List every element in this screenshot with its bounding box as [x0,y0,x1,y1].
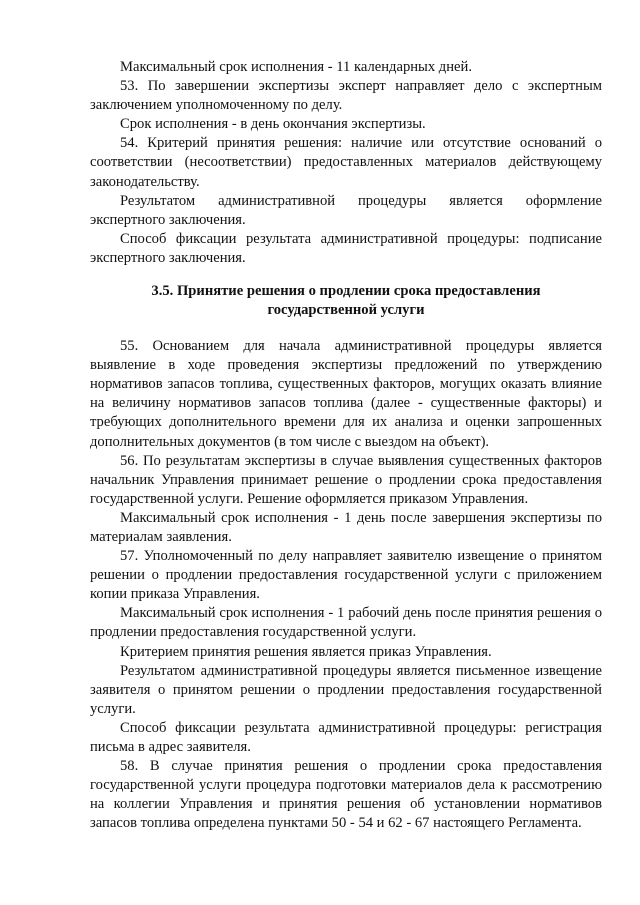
paragraph-53: 53. По завершении экспертизы эксперт направляет дело с экспертным заключением уполномоченному по делу. [90,78,602,114]
paragraph-result-written-notice: Результатом административной процедуры является письменное извещение заявителя о принятом решении о продлении предоставления государственной услуги. [90,662,602,717]
paragraph-54: 54. Критерий принятия решения: наличие или отсутствие оснований о соответствии (несоответствии) предоставленных материалов действующему законодательству. [90,135,602,190]
paragraph-decision-criterion: Критерием принятия решения является приказ Управления. [120,643,492,660]
paragraph-55: 55. Основанием для начала административной процедуры является выявление в ходе проведения экспертизы предложений по утверждению нормативов запасов топлива, существенных факторов, могущих оказать влияние на величину нормативов запасов топлива (далее - существенные факторы) и требующих дополнительного времени для их анализа и оценки запрошенных дополнительных документов (в том числе с выездом на объект). [90,338,602,450]
paragraph-max-term-11-days: Максимальный срок исполнения - 11 календарных дней. [120,59,472,75]
paragraph-max-term-1-day: Максимальный срок исполнения - 1 день после завершения экспертизы по материалам заявления. [90,509,602,545]
paragraph-56: 56. По результатам экспертизы в случае выявления существенных факторов начальник Управления принимает решение о продлении срока предоставления государственной услуги. Решение оформляется приказом Управления. [90,452,602,507]
paragraph-result-expert-conclusion: Результатом административной процедуры является оформление экспертного заключения. [90,192,602,228]
document-page [90,58,602,833]
section-heading-3-5 [90,282,602,320]
paragraph-max-term-1-working-day: Максимальный срок исполнения - 1 рабочий день после принятия решения о продлении предоставления государственной услуги. [90,605,602,641]
section-heading-line-2: государственной услуги [267,302,425,319]
paragraph-58: 58. В случае принятия решения о продлении срока предоставления государственной услуги процедура подготовки материалов дела к рассмотрению на коллегии Управления и принятия решения об установлении нормативов запасов топлива определена пунктами 50 - 54 и 62 - 67 настоящего Регламента. [90,758,602,832]
paragraph-fixation-signing: Способ фиксации результата административной процедуры: подписание экспертного заключения. [90,230,602,266]
paragraph-57: 57. Уполномоченный по делу направляет заявителю извещение о принятом решении о продлении предоставления государственной услуги с приложением копии приказа Управления. [90,548,602,603]
section-heading-line-1: 3.5. Принятие решения о продлении срока предоставления [151,283,541,300]
paragraph-fixation-registration: Способ фиксации результата административной процедуры: регистрация письма в адрес заявителя. [90,719,602,755]
paragraph-term-expertise-end: Срок исполнения - в день окончания экспертизы. [120,116,426,133]
